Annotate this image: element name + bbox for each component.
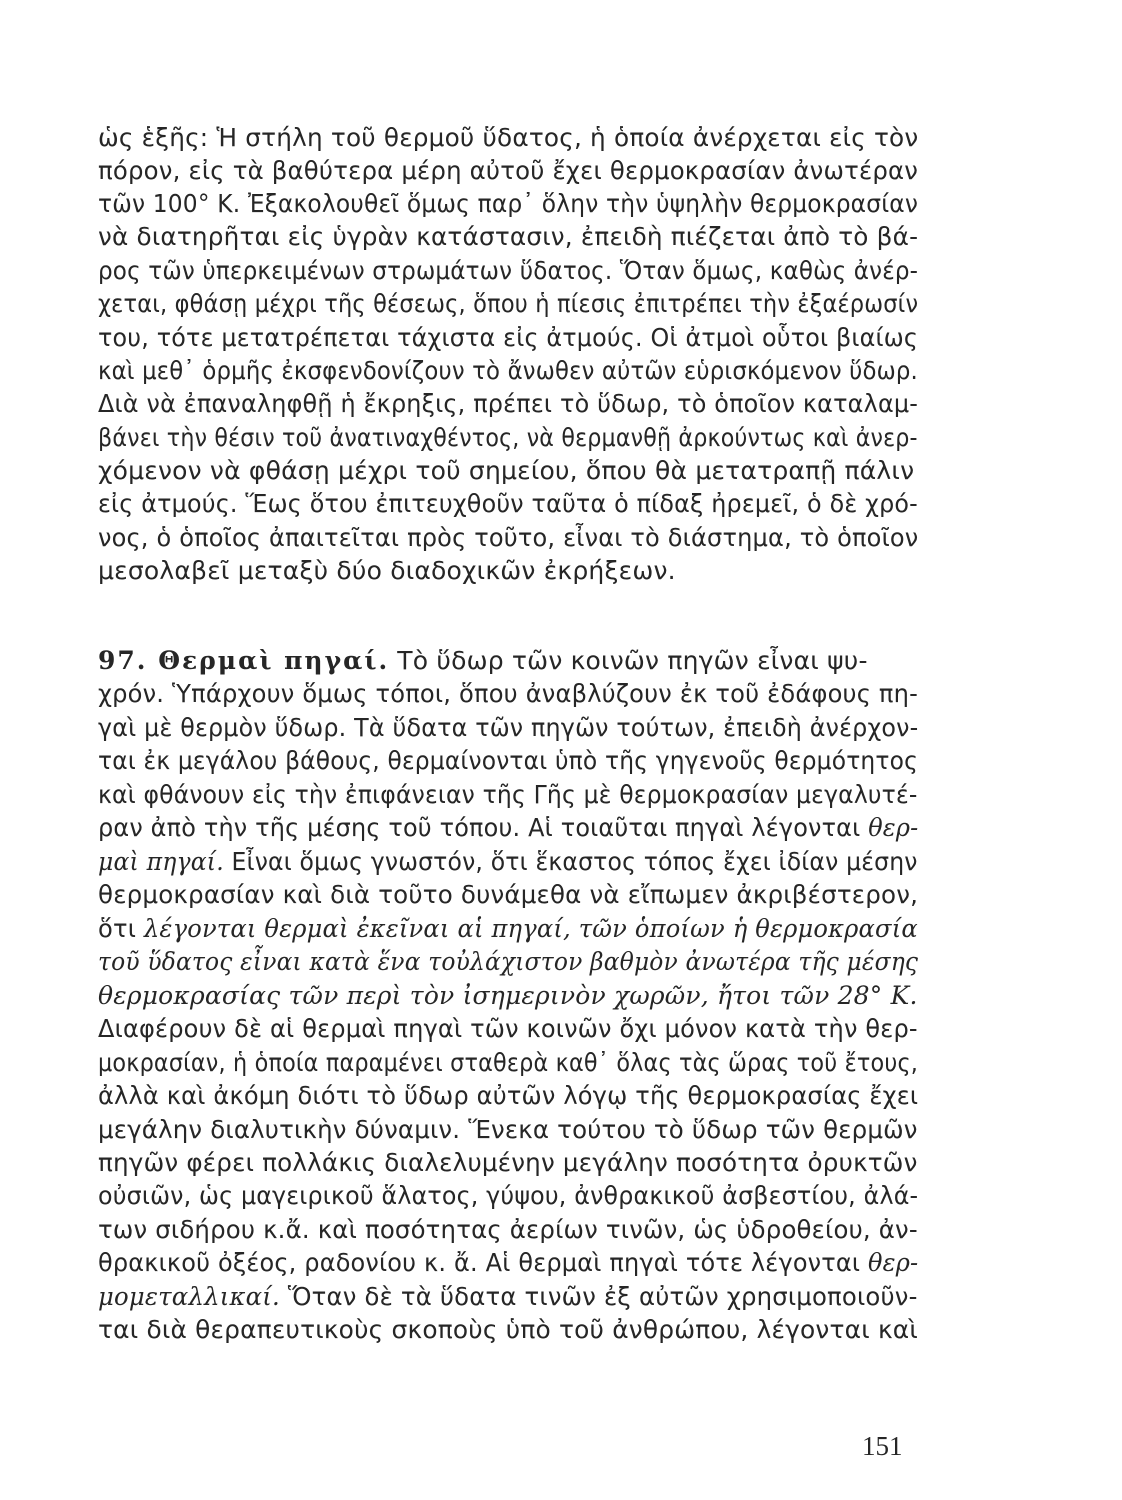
- text-segment: θρακικοῦ ὀξέος, ραδονίου κ. ἄ. Αἱ θερμαὶ πηγαὶ τότε λέγονται: [98, 1248, 869, 1277]
- text-line: εἰς ἀτμούς. Ἕως ὅτου ἐπιτευχθοῦν ταῦτα ὁ πίδαξ ἠρεμεῖ, ὁ δὲ χρό-: [98, 489, 918, 518]
- text-line: τῶν 100° Κ. Ἐξακολουθεῖ ὅμως παρ᾽ ὅλην τὴν ὑψηλὴν θερμοκρασίαν: [98, 189, 919, 218]
- italic-definition: λέγονται θερμαὶ ἐκεῖναι αἱ πηγαί, τῶν ὁποίων ἡ θερμοκρασία: [143, 914, 918, 943]
- italic-term: μομεταλλικαί.: [98, 1282, 280, 1311]
- text-line: των σιδήρου κ.ἄ. καὶ ποσότητας ἀερίων τινῶν, ὡς ὑδροθείου, ἀν-: [98, 1215, 918, 1244]
- text-line: Διὰ νὰ ἐπαναληφθῇ ἡ ἔκρηξις, πρέπει τὸ ὕδωρ, τὸ ὁποῖον καταλαμ-: [98, 389, 919, 418]
- text-line: νος, ὁ ὁποῖος ἀπαιτεῖται πρὸς τοῦτο, εἶναι τὸ διάστημα, τὸ ὁποῖον: [98, 523, 919, 552]
- italic-term: θερ-: [868, 1248, 919, 1277]
- italic-term: θερ-: [868, 813, 919, 842]
- text-line: ται ἐκ μεγάλου βάθους, θερμαίνονται ὑπὸ τῆς γηγενοῦς θερμότητος: [98, 746, 919, 775]
- text-line: ται διὰ θεραπευτικοὺς σκοποὺς ὑπὸ τοῦ ἀνθρώπου, λέγονται καὶ: [98, 1315, 918, 1344]
- page-number: 151: [862, 1431, 903, 1461]
- text-line: ἀλλὰ καὶ ἀκόμη διότι τὸ ὕδωρ αὐτῶν λόγῳ τῆς θερμοκρασίας ἔχει: [98, 1081, 919, 1110]
- text-line: νὰ διατηρῆται εἰς ὑγρὰν κατάστασιν, ἐπειδὴ πιέζεται ἀπὸ τὸ βά-: [98, 222, 919, 251]
- text-line: χόμενον νὰ φθάσῃ μέχρι τοῦ σημείου, ὅπου θὰ μετατραπῇ πάλιν: [98, 456, 915, 485]
- text-line: μοκρασίαν, ἡ ὁποία παραμένει σταθερὰ καθ᾽ ὅλας τὰς ὥρας τοῦ ἔτους,: [98, 1048, 919, 1077]
- text-line: θερμοκρασίαν καὶ διὰ τοῦτο δυνάμεθα νὰ εἴπωμεν ἀκριβέστερον,: [98, 880, 919, 909]
- text-line: καὶ φθάνουν εἰς τὴν ἐπιφάνειαν τῆς Γῆς μὲ θερμοκρασίαν μεγαλυτέ-: [98, 780, 918, 809]
- text-segment: ραν ἀπὸ τὴν τῆς μέσης τοῦ τόπου. Αἱ τοιαῦται πηγαὶ λέγονται: [98, 813, 869, 842]
- text-line: πηγῶν φέρει πολλάκις διαλελυμένην μεγάλην ποσότητα ὀρυκτῶν: [98, 1148, 918, 1177]
- text-line: οὐσιῶν, ὡς μαγειρικοῦ ἅλατος, γύψου, ἀνθρακικοῦ ἀσβεστίου, ἀλά-: [98, 1181, 919, 1210]
- text-line: χρόν. Ὑπάρχουν ὅμως τόποι, ὅπου ἀναβλύζουν ἐκ τοῦ ἐδάφους πη-: [98, 679, 919, 708]
- italic-definition-line: θερμοκρασίας τῶν περὶ τὸν ἰσημερινὸν χωρῶν, ἤτοι τῶν 28° Κ.: [98, 981, 918, 1010]
- text-line: μεσολαβεῖ μεταξὺ δύο διαδοχικῶν ἐκρήξεων.: [98, 556, 676, 585]
- text-segment: Τὸ ὕδωρ τῶν κοινῶν πηγῶν εἶναι ψυ-: [389, 646, 868, 675]
- text-line: ρος τῶν ὑπερκειμένων στρωμάτων ὕδατος. Ὅταν ὅμως, καθὼς ἀνέρ-: [98, 256, 919, 285]
- section-heading: 97. Θερμαὶ πηγαί.: [98, 646, 390, 675]
- text-line: ὡς ἑξῆς: Ἡ στήλη τοῦ θερμοῦ ὕδατος, ἡ ὁποία ἀνέρχεται εἰς τὸν: [98, 123, 919, 152]
- text-line: καὶ μεθ᾽ ὁρμῆς ἐκσφενδονίζουν τὸ ἄνωθεν αὐτῶν εὑρισκόμενον ὕδωρ.: [98, 356, 918, 385]
- italic-term: μαὶ πηγαί.: [98, 847, 224, 876]
- text-segment: ὅτι: [98, 914, 144, 943]
- text-segment: Εἶναι ὅμως γνωστόν, ὅτι ἕκαστος τόπος ἔχει ἰδίαν μέσην: [223, 847, 918, 876]
- text-line: βάνει τὴν θέσιν τοῦ ἀνατιναχθέντος, νὰ θερμανθῇ ἀρκούντως καὶ ἀνερ-: [98, 423, 918, 452]
- text-segment: Ὅταν δὲ τὰ ὕδατα τινῶν ἐξ αὐτῶν χρησιμοποιοῦν-: [279, 1282, 918, 1311]
- italic-definition-line: τοῦ ὕδατος εἶναι κατὰ ἕνα τοὐλάχιστον βαθμὸν ἀνωτέρα τῆς μέσης: [98, 947, 919, 976]
- text-line: Διαφέρουν δὲ αἱ θερμαὶ πηγαὶ τῶν κοινῶν ὄχι μόνον κατὰ τὴν θερ-: [98, 1014, 918, 1043]
- text-line: γαὶ μὲ θερμὸν ὕδωρ. Τὰ ὕδατα τῶν πηγῶν τούτων, ἐπειδὴ ἀνέρχον-: [98, 713, 919, 742]
- text-line: πόρον, εἰς τὰ βαθύτερα μέρη αὐτοῦ ἔχει θερμοκρασίαν ἀνωτέραν: [98, 156, 919, 185]
- text-line: του, τότε μετατρέπεται τάχιστα εἰς ἀτμούς. Οἱ ἀτμοὶ οὗτοι βιαίως: [98, 323, 919, 352]
- text-line: μεγάλην διαλυτικὴν δύναμιν. Ἕνεκα τούτου τὸ ὕδωρ τῶν θερμῶν: [98, 1115, 918, 1144]
- text-line: χεται, φθάσῃ μέχρι τῆς θέσεως, ὅπου ἡ πίεσις ἐπιτρέπει τὴν ἐξαέρωσίν: [98, 289, 919, 318]
